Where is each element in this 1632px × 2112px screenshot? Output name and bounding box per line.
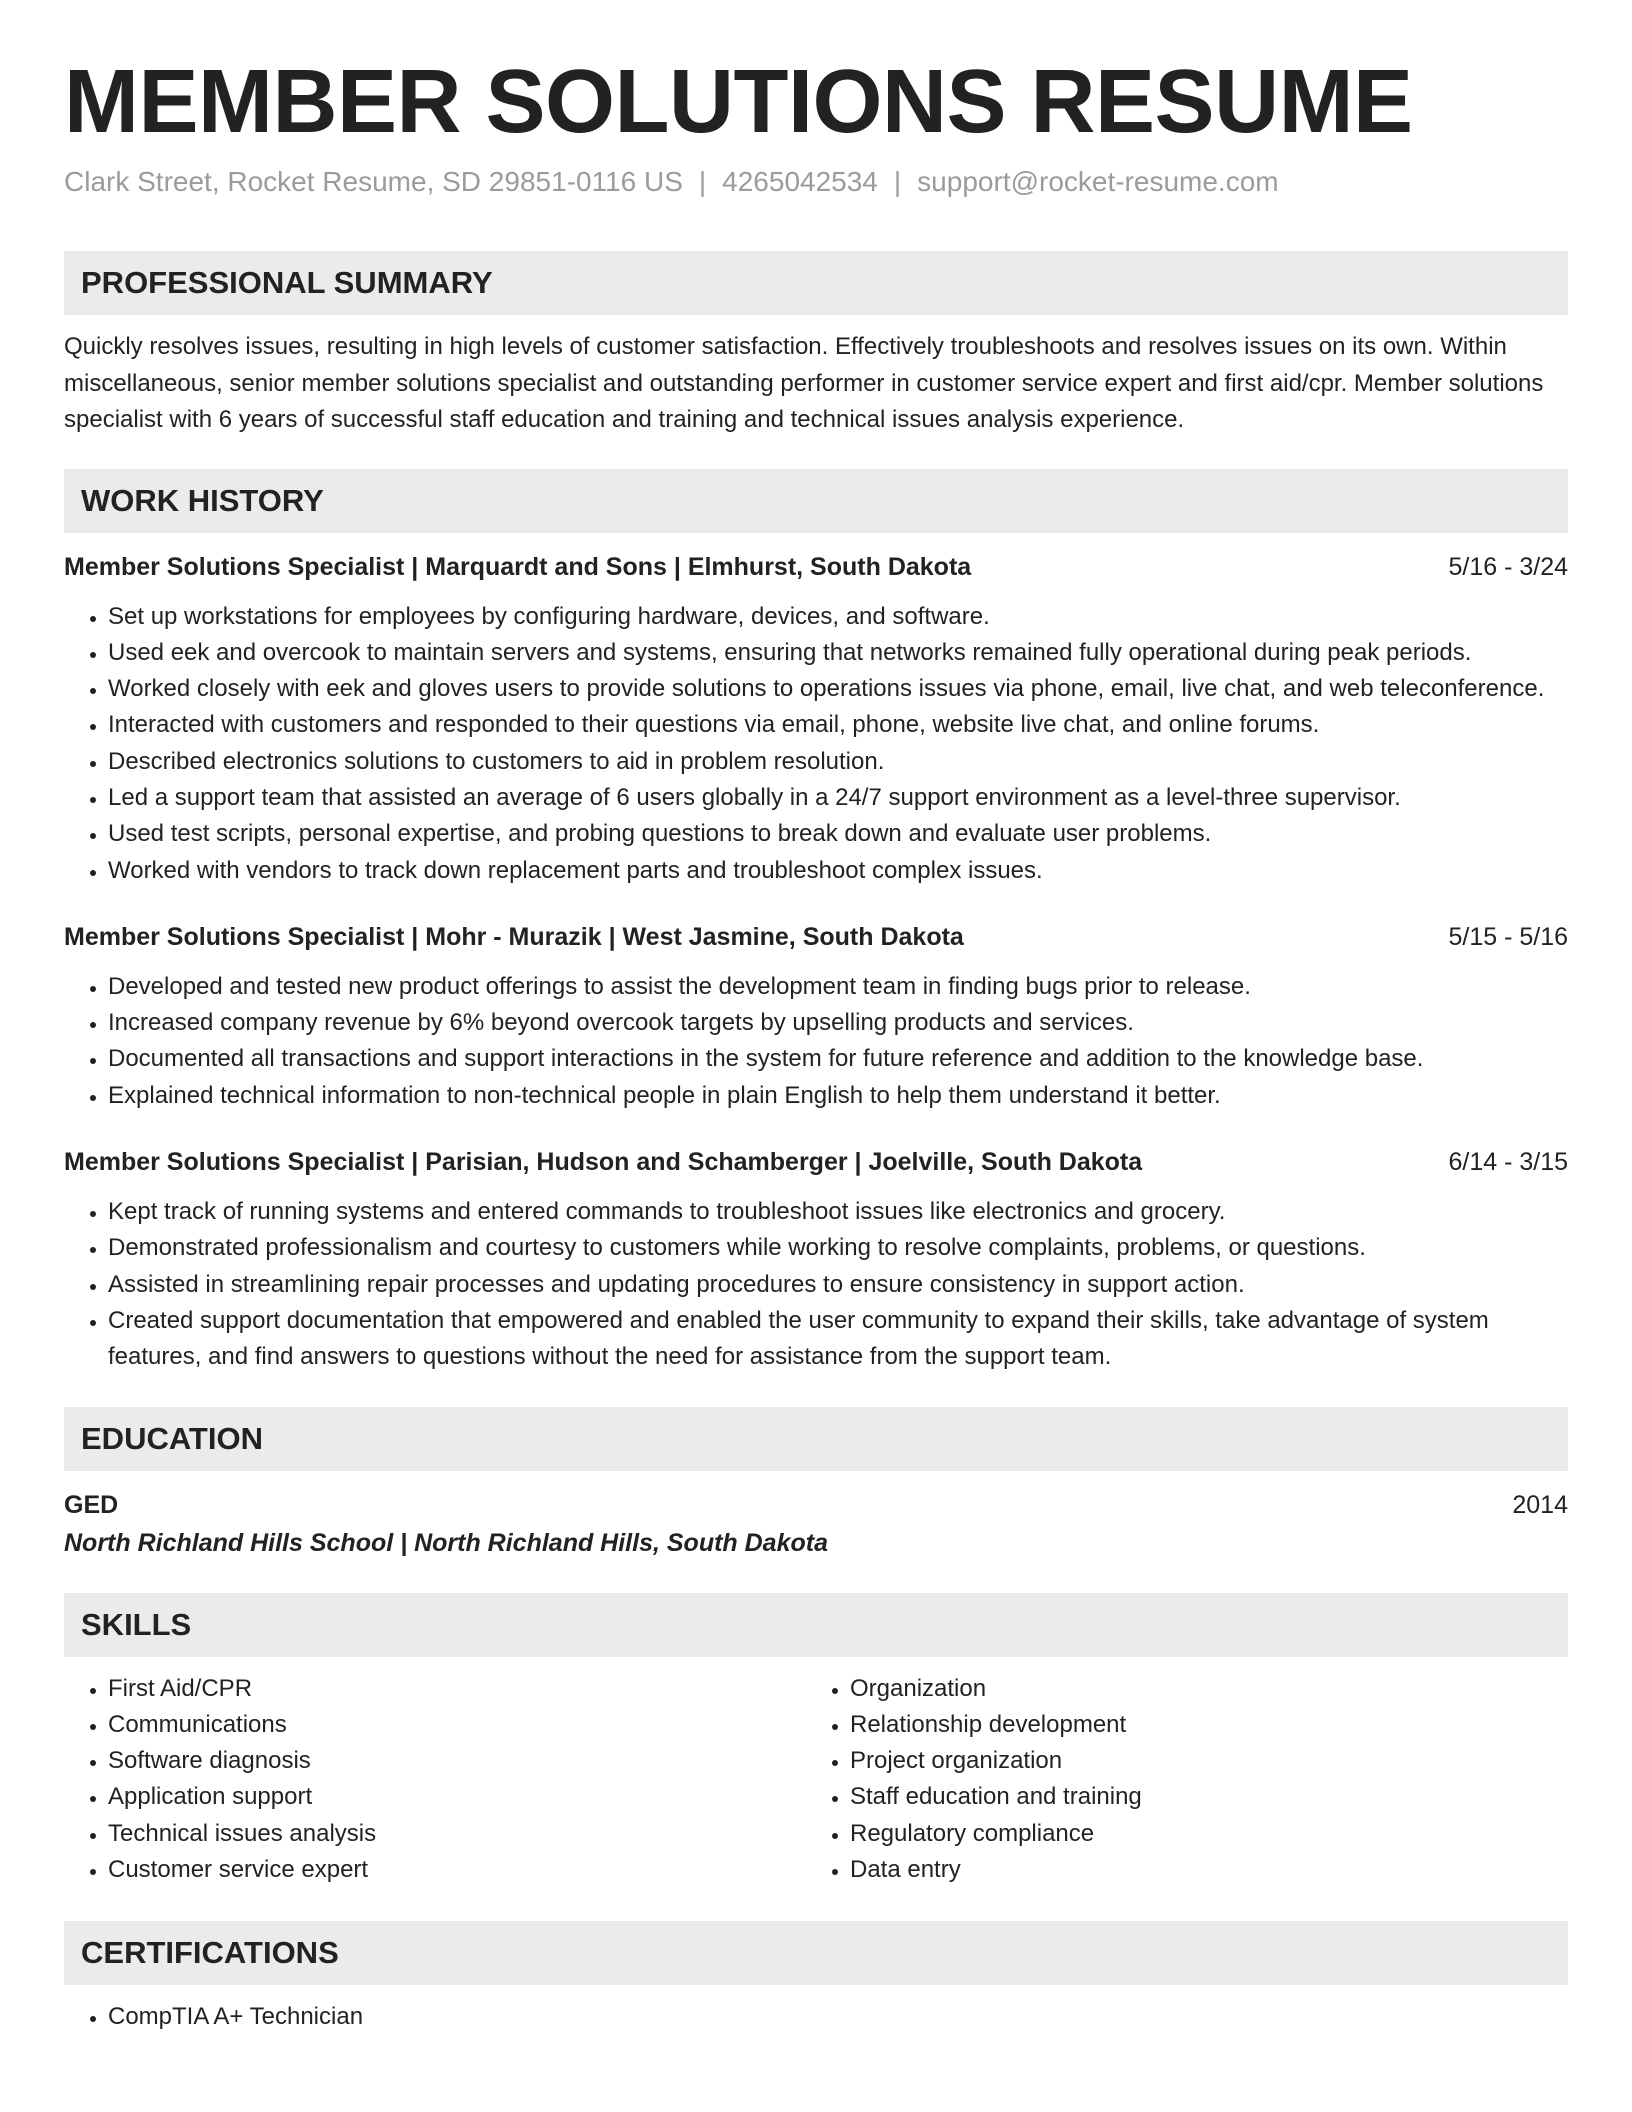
job-heading: Member Solutions Specialist | Parisian, Hudson and Schamberger | Joelville, South Dakota bbox=[64, 1148, 1143, 1177]
job-dates: 5/15 - 5/16 bbox=[1448, 922, 1568, 951]
job-bullet: • Interacted with customers and responded to their questions via email, phone, website live chat, and online forums. bbox=[108, 707, 1568, 743]
education-degree: GED bbox=[64, 1490, 119, 1519]
job-bullet: • Increased company revenue by 6% beyond overcook targets by upselling products and services. bbox=[108, 1005, 1568, 1041]
contact-address: Clark Street, Rocket Resume, SD 29851-0116 US bbox=[64, 166, 683, 197]
job-bullet: • Created support documentation that empowered and enabled the user community to expand their skills, take advantage of system features, and find answers to questions without the need for assistance from the support team. bbox=[108, 1303, 1568, 1376]
job-bullet: • Used eek and overcook to maintain servers and systems, ensuring that networks remained fully operational during peak periods. bbox=[108, 635, 1568, 671]
contact-separator: | bbox=[893, 166, 902, 197]
contact-line bbox=[64, 164, 1568, 200]
certifications-list bbox=[64, 1999, 1568, 2035]
skill-item: • Software diagnosis bbox=[108, 1743, 806, 1779]
skill-item: • Staff education and training bbox=[850, 1779, 1142, 1815]
skill-item: • Technical issues analysis bbox=[108, 1816, 806, 1852]
job-bullet: • Documented all transactions and support interactions in the system for future reference and addition to the knowledge base. bbox=[108, 1041, 1568, 1077]
education-header bbox=[64, 1487, 1568, 1523]
section-header-work-history: WORK HISTORY bbox=[64, 469, 1568, 533]
education-year: 2014 bbox=[1512, 1490, 1568, 1519]
job-bullet: • Described electronics solutions to customers to aid in problem resolution. bbox=[108, 744, 1568, 780]
job-entry bbox=[64, 1144, 1568, 1375]
summary-text: Quickly resolves issues, resulting in high levels of customer satisfaction. Effectively troubleshoots and resolves issues on its own. Within miscellaneous, senior member solutions specialist and outstanding performer in customer service expert and first aid/cpr. Member solutions specialist with 6 years of successful staff education and training and technical issues analysis experience. bbox=[64, 333, 1544, 433]
job-bullet: • Demonstrated professionalism and courtesy to customers while working to resolve complaints, problems, or questions. bbox=[108, 1230, 1568, 1266]
job-bullet: • Kept track of running systems and entered commands to troubleshoot issues like electronics and grocery. bbox=[108, 1194, 1568, 1230]
section-header-summary: PROFESSIONAL SUMMARY bbox=[64, 251, 1568, 315]
job-entry bbox=[64, 549, 1568, 889]
skill-item: • Regulatory compliance bbox=[850, 1816, 1142, 1852]
section-header-education: EDUCATION bbox=[64, 1407, 1568, 1471]
job-bullet: • Assisted in streamlining repair processes and updating procedures to ensure consistency in support action. bbox=[108, 1267, 1568, 1303]
job-bullet: • Explained technical information to non-technical people in plain English to help them understand it better. bbox=[108, 1078, 1568, 1114]
job-bullet-list bbox=[64, 969, 1568, 1114]
contact-separator: | bbox=[698, 166, 707, 197]
job-header bbox=[64, 1144, 1568, 1180]
job-header bbox=[64, 919, 1568, 955]
contact-email: support@rocket-resume.com bbox=[917, 166, 1279, 197]
skill-item: • Communications bbox=[108, 1707, 806, 1743]
certification-item: • CompTIA A+ Technician bbox=[108, 1999, 1568, 2035]
resume-title: MEMBER SOLUTIONS RESUME bbox=[64, 52, 1413, 152]
skill-item: • Project organization bbox=[850, 1743, 1142, 1779]
job-entry bbox=[64, 919, 1568, 1114]
job-bullet: • Worked closely with eek and gloves users to provide solutions to operations issues via phone, email, live chat, and web teleconference. bbox=[108, 671, 1568, 707]
skill-item: • Relationship development bbox=[850, 1707, 1142, 1743]
skill-item: • Organization bbox=[850, 1671, 1142, 1707]
skills-list-right bbox=[806, 1671, 1142, 1889]
job-bullet-list bbox=[64, 599, 1568, 889]
job-bullet: • Led a support team that assisted an average of 6 users globally in a 24/7 support environment as a level-three supervisor. bbox=[108, 780, 1568, 816]
job-bullet: • Set up workstations for employees by configuring hardware, devices, and software. bbox=[108, 599, 1568, 635]
job-bullet: • Used test scripts, personal expertise, and probing questions to break down and evaluate user problems. bbox=[108, 816, 1568, 852]
skill-item: • Customer service expert bbox=[108, 1852, 806, 1888]
job-bullet-list bbox=[64, 1194, 1568, 1375]
skills-list-left bbox=[64, 1671, 806, 1889]
section-header-certifications: CERTIFICATIONS bbox=[64, 1921, 1568, 1985]
job-dates: 6/14 - 3/15 bbox=[1448, 1148, 1568, 1177]
job-heading: Member Solutions Specialist | Marquardt and Sons | Elmhurst, South Dakota bbox=[64, 552, 972, 581]
job-bullet: • Developed and tested new product offerings to assist the development team in finding bugs prior to release. bbox=[108, 969, 1568, 1005]
skill-item: • Data entry bbox=[850, 1852, 1142, 1888]
skill-item: • First Aid/CPR bbox=[108, 1671, 806, 1707]
job-dates: 5/16 - 3/24 bbox=[1448, 552, 1568, 581]
skill-item: • Application support bbox=[108, 1779, 806, 1815]
education-school: North Richland Hills School | North Richland Hills, South Dakota bbox=[64, 1528, 828, 1557]
education-entry bbox=[64, 1487, 1568, 1563]
contact-phone: 4265042534 bbox=[722, 166, 878, 197]
job-heading: Member Solutions Specialist | Mohr - Murazik | West Jasmine, South Dakota bbox=[64, 922, 964, 951]
job-bullet: • Worked with vendors to track down replacement parts and troubleshoot complex issues. bbox=[108, 853, 1568, 889]
section-header-skills: SKILLS bbox=[64, 1593, 1568, 1657]
job-header bbox=[64, 549, 1568, 585]
skills-columns bbox=[64, 1671, 1568, 1889]
